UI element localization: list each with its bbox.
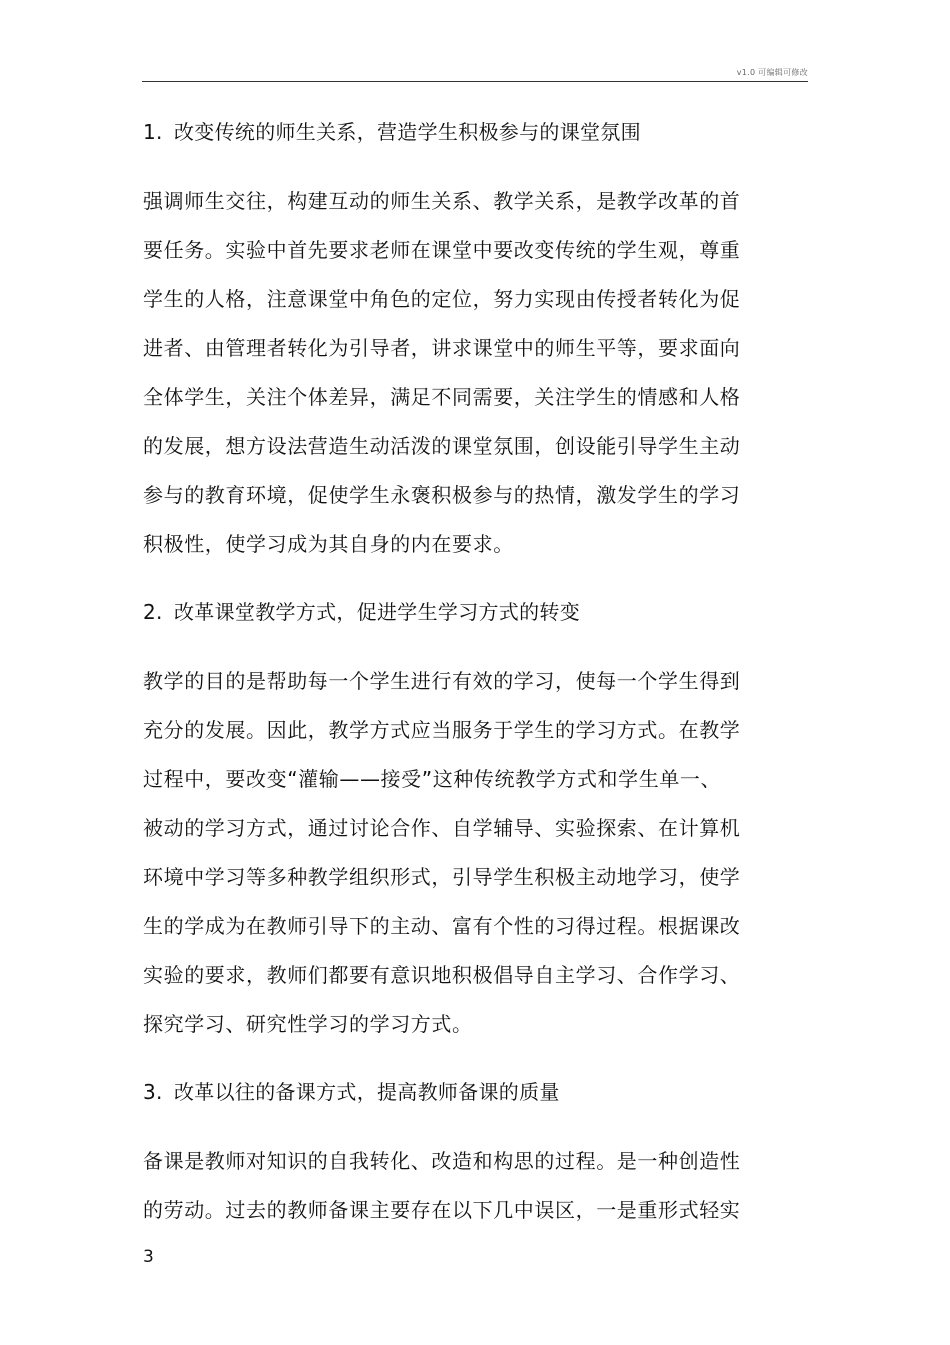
paragraph-line: 备课是教师对知识的自我转化、改造和构思的过程。是一种创造性 (143, 1149, 741, 1173)
paragraph-line: 充分的发展。因此，教学方式应当服务于学生的学习方式。在教学 (143, 718, 741, 742)
section-number: 1. (143, 120, 163, 144)
paragraph-line: 过程中，要改变“灌输——接受”这种传统教学方式和学生单一、 (143, 767, 722, 791)
section-heading (143, 1068, 753, 1117)
section-title: 改革课堂教学方式，促进学生学习方式的转变 (174, 600, 580, 624)
paragraph-line: 教学的目的是帮助每一个学生进行有效的学习，使每一个学生得到 (143, 669, 741, 693)
page-number: 3 (143, 1247, 154, 1267)
paragraph-line: 要任务。实验中首先要求老师在课堂中要改变传统的学生观，尊重 (143, 238, 741, 262)
paragraph-line: 强调师生交往，构建互动的师生关系、教学关系，是教学改革的首 (143, 189, 741, 213)
paragraph-line: 被动的学习方式，通过讨论合作、自学辅导、实验探索、在计算机 (143, 816, 741, 840)
paragraph-line: 参与的教育环境，促使学生永褒积极参与的热情，激发学生的学习 (143, 483, 741, 507)
section-title: 改革以往的备课方式，提高教师备课的质量 (174, 1080, 560, 1104)
paragraph-line: 的劳动。过去的教师备课主要存在以下几中误区，一是重形式轻实 (143, 1198, 741, 1222)
paragraph-line: 学生的人格，注意课堂中角色的定位，努力实现由传授者转化为促 (143, 287, 741, 311)
header-divider (142, 81, 808, 82)
header-version-note: v1.0 可编辑可修改 (736, 68, 808, 77)
paragraph-line: 生的学成为在教师引导下的主动、富有个性的习得过程。根据课改 (143, 914, 741, 938)
paragraph-line: 实验的要求，教师们都要有意识地积极倡导自主学习、合作学习、 (143, 963, 741, 987)
document-body (143, 108, 753, 1235)
section-number: 2. (143, 600, 163, 624)
paragraph-line: 探究学习、研究性学习的学习方式。 (143, 1012, 473, 1036)
paragraph-line: 积极性，使学习成为其自身的内在要求。 (143, 532, 514, 556)
paragraph-line: 环境中学习等多种教学组织形式，引导学生积极主动地学习，使学 (143, 865, 741, 889)
paragraph-line: 进者、由管理者转化为引导者，讲求课堂中的师生平等，要求面向 (143, 336, 741, 360)
section-heading (143, 588, 753, 637)
paragraph-line: 全体学生，关注个体差异，满足不同需要，关注学生的情感和人格 (143, 385, 741, 409)
paragraph-line: 的发展，想方设法营造生动活泼的课堂氛围，创设能引导学生主动 (143, 434, 741, 458)
section-title: 改变传统的师生关系，营造学生积极参与的课堂氛围 (174, 120, 641, 144)
section-heading (143, 108, 753, 157)
section-number: 3. (143, 1080, 163, 1104)
